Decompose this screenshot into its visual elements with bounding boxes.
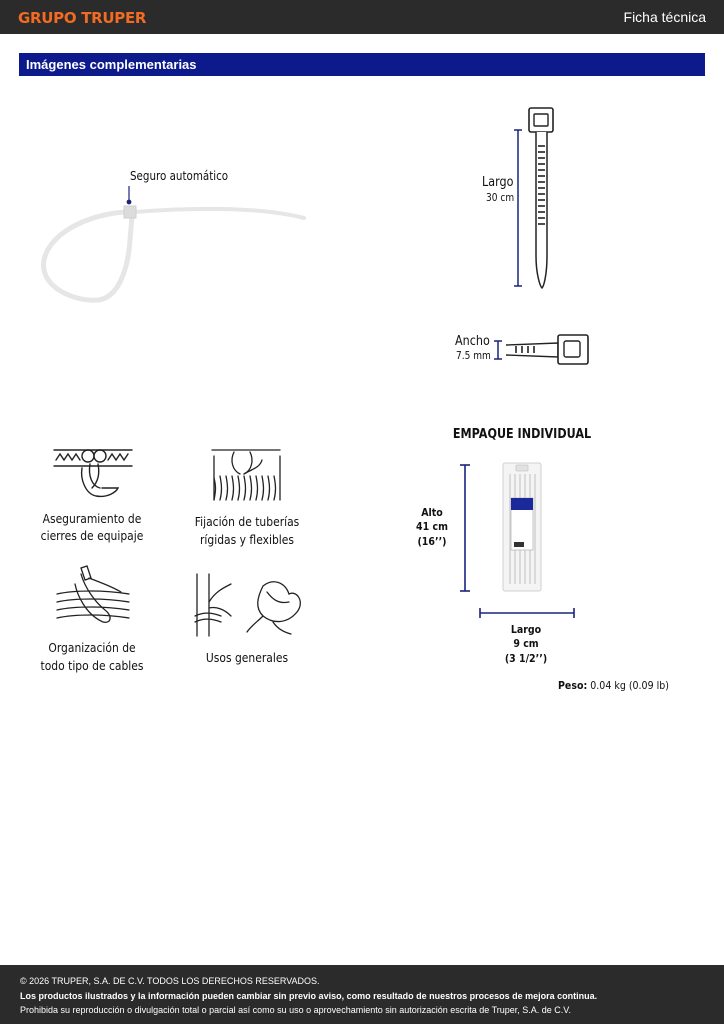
width-label: Ancho xyxy=(455,334,490,349)
package-length-label: Largo xyxy=(510,623,542,636)
section-title: Imágenes complementarias xyxy=(26,57,197,72)
general-use-icon xyxy=(193,572,305,638)
section-header xyxy=(19,53,705,76)
use-label-cables-2: todo tipo de cables xyxy=(40,658,144,673)
package-weight xyxy=(558,679,669,692)
use-label-luggage-2: cierres de equipaje xyxy=(40,528,144,543)
package-height-label: Alto xyxy=(421,506,443,519)
use-label-tubes-2: rígidas y flexibles xyxy=(199,532,294,547)
lock-pointer xyxy=(125,186,135,206)
use-label-cables-1: Organización de xyxy=(48,640,136,655)
sheet-title: Ficha técnica xyxy=(623,9,706,25)
brand-logo: GRUPO TRUPER xyxy=(18,9,147,27)
package-length-dimension xyxy=(478,607,578,619)
footer-prohibition: Prohibida su reproducción o divulgación total o parcial así como su uso o aprovechamiento sin autorización escrita de Truper, S.A. de C.V. xyxy=(20,1005,571,1015)
use-label-general: Usos generales xyxy=(205,650,289,665)
footer xyxy=(0,965,724,1024)
lock-label: Seguro automático xyxy=(130,169,229,183)
cables-icon xyxy=(55,564,131,628)
package-length-value: 9 cm xyxy=(513,637,539,650)
use-label-luggage-1: Aseguramiento de xyxy=(42,511,142,526)
package-weight-value: 0.04 kg (0.09 lb) xyxy=(590,679,669,692)
package-weight-label: Peso: xyxy=(558,679,588,692)
use-label-tubes-1: Fijación de tuberías xyxy=(194,514,300,529)
package-length-inches: (3 1/2’’) xyxy=(504,652,548,665)
cable-tie-length-drawing xyxy=(510,106,558,292)
cable-tie-width-drawing xyxy=(492,333,592,367)
footer-notice: Los productos ilustrados y la información pueden cambiar sin previo aviso, como resultado de nuestros procesos de mejora continua. xyxy=(20,991,598,1001)
package-height-value: 41 cm xyxy=(416,520,448,533)
luggage-zipper-icon xyxy=(52,444,136,502)
package-title: EMPAQUE INDIVIDUAL xyxy=(452,427,592,442)
cable-tie-loop-image xyxy=(36,190,312,310)
length-label: Largo xyxy=(482,175,514,190)
footer-copyright: © 2026 TRUPER, S.A. DE C.V. TODOS LOS DERECHOS RESERVADOS. xyxy=(20,976,320,986)
width-value: 7.5 mm xyxy=(456,350,491,362)
length-value: 30 cm xyxy=(486,192,515,204)
package-height-inches: (16’’) xyxy=(417,535,447,548)
tubes-icon xyxy=(210,446,282,504)
package-image xyxy=(502,462,542,592)
header-bar xyxy=(0,0,724,34)
package-height-dimension xyxy=(458,463,472,593)
